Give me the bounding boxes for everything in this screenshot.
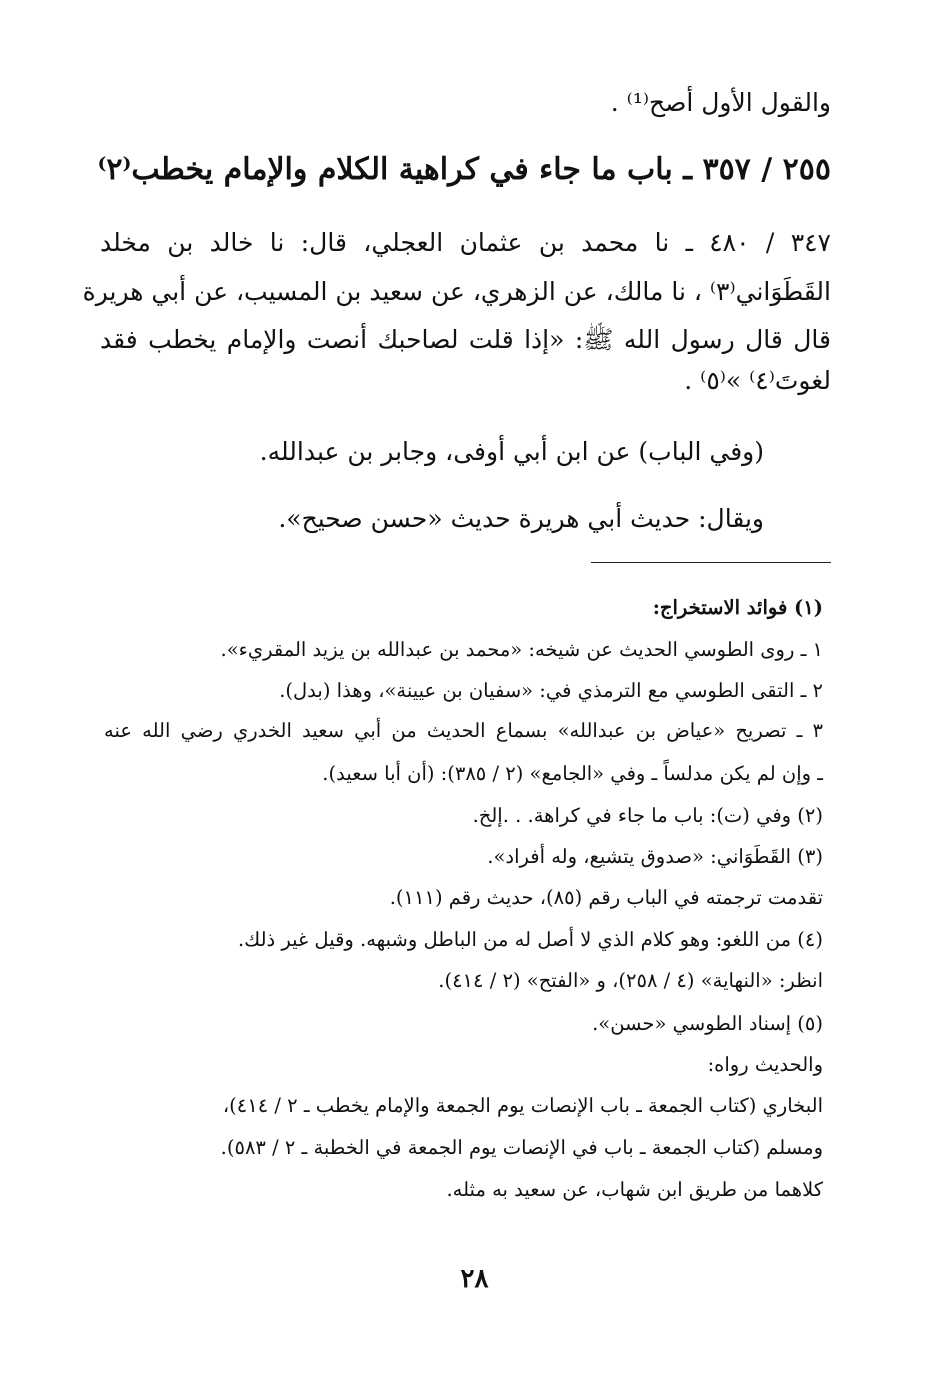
footnote-5-cont-1: والحديث رواه:: [707, 1053, 823, 1076]
footnote-1-item-3-cont: ـ وإن لم يكن مدلساً ـ وفي «الجامع» (٢ / ٣٨٥): (أن أبا سعيد).: [322, 762, 823, 785]
hadith-line-2: القَطَوَاني⁽٣⁾ ، نا مالك، عن الزهري، عن سعيد بن المسيب، عن أبي هريرة: [82, 277, 831, 306]
hadith-line-4: لغوتَ⁽٤⁾ »⁽٥⁾ .: [684, 366, 831, 395]
footnote-3: (٣) القَطَوَاني: «صدوق يتشيع، وله أفراد».: [487, 845, 823, 868]
footnote-4-cont: انظر: «النهاية» (٤ / ٢٥٨)، و «الفتح» (٢ / ٤١٤).: [438, 969, 823, 992]
footnote-1-item-3: ٣ ـ تصريح «عياض بن عبدالله» بسماع الحديث من أبي سعيد الخدري رضي الله عنه: [104, 719, 823, 742]
footnote-5: (٥) إسناد الطوسي «حسن».: [592, 1012, 823, 1035]
closing-sentence: والقول الأول أصح⁽¹⁾ .: [610, 88, 831, 117]
footnote-1-title: (١) فوائد الاستخراج:: [652, 596, 823, 619]
footnote-1-item-2: ٢ ـ التقى الطوسي مع الترمذي في: «سفيان بن عيينة»، وهذا (بدل).: [279, 679, 823, 702]
page-number: ٢٨: [460, 1264, 489, 1294]
hadith-line-3: قال قال رسول الله ﷺ: «إذا قلت لصاحبك أنصت والإمام يخطب فقد: [100, 325, 831, 354]
hadith-line-1: ٣٤٧ / ٤٨٠ ـ نا محمد بن عثمان العجلي، قال: نا خالد بن مخلد: [100, 228, 831, 257]
footnote-5-cont-2: البخاري (كتاب الجمعة ـ باب الإنصات يوم الجمعة والإمام يخطب ـ ٢ / ٤١٤)،: [222, 1094, 823, 1117]
footnote-4: (٤) من اللغو: وهو كلام الذي لا أصل له من الباطل وشبهه. وقيل غير ذلك.: [237, 928, 823, 951]
grading-note: ويقال: حديث أبي هريرة حديث «حسن صحيح».: [278, 504, 764, 533]
footnote-3-cont: تقدمت ترجمته في الباب رقم (٨٥)، حديث رقم (١١١).: [389, 886, 823, 909]
footnote-2: (٢) وفي (ت): باب ما جاء في كراهة. . .إلخ.: [472, 804, 823, 827]
bab-note: (وفي الباب) عن ابن أبي أوفى، وجابر بن عبدالله.: [259, 437, 764, 466]
footnote-1-item-1: ١ ـ روى الطوسي الحديث عن شيخه: «محمد بن عبدالله بن يزيد المقريء».: [220, 638, 823, 661]
footnote-separator: [591, 562, 831, 563]
footnote-5-cont-3: ومسلم (كتاب الجمعة ـ باب في الإنصات يوم الجمعة في الخطبة ـ ٢ / ٥٨٣).: [220, 1136, 823, 1159]
footnote-5-cont-4: كلاهما من طريق ابن شهاب، عن سعيد به مثله.: [446, 1178, 823, 1201]
chapter-heading: ٢٥٥ / ٣٥٧ ـ باب ما جاء في كراهية الكلام والإمام يخطب⁽٢⁾: [97, 152, 831, 187]
